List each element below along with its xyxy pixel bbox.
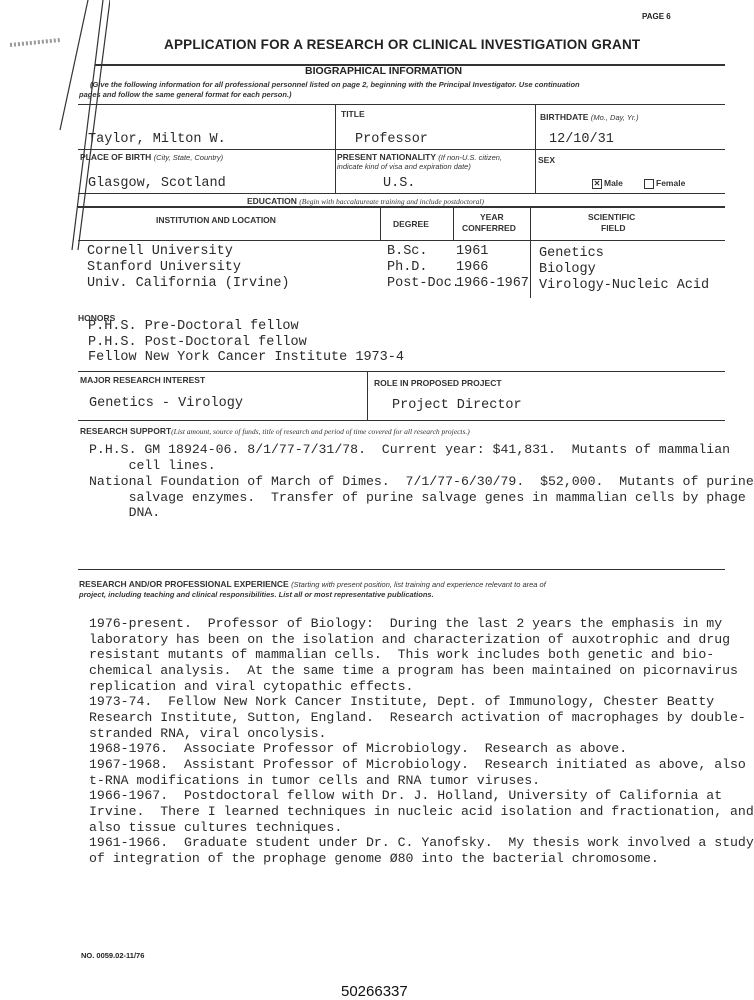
research-support-item: P.H.S. GM 18924-06. 8/1/77-7/31/78. Current year: $41,831. Mutants of mammalian cell lines. <box>89 442 731 473</box>
research-support-label: RESEARCH SUPPORT <box>80 426 172 436</box>
major-interest-value: Genetics - Virology <box>89 396 243 411</box>
role-label: ROLE IN PROPOSED PROJECT <box>374 378 502 388</box>
education-header-field: FIELD <box>601 223 626 233</box>
document-id: 50266337 <box>341 983 408 1000</box>
experience-label: RESEARCH AND/OR PROFESSIONAL EXPERIENCE <box>79 579 289 589</box>
place-of-birth-label: PLACE OF BIRTH <box>80 152 152 162</box>
instructions-2: pages and follow the same general format for each person.) <box>79 90 292 99</box>
name-value: Taylor, Milton W. <box>88 132 226 147</box>
place-of-birth-note: (City, State, Country) <box>153 153 224 162</box>
education-label: EDUCATION <box>247 196 297 206</box>
education-header-scientific: SCIENTIFIC <box>588 212 636 222</box>
form-number: NO. 0059.02-11/76 <box>81 951 145 960</box>
place-of-birth-value: Glasgow, Scotland <box>88 176 226 191</box>
education-header-degree: DEGREE <box>393 219 429 229</box>
empty-checkbox-icon[interactable] <box>644 179 654 189</box>
research-support-note: (List amount, source of funds, title of research and period of time covered for all research projects.) <box>171 427 470 436</box>
role-value: Project Director <box>392 398 522 413</box>
experience-note: (Starting with present position, list training and experience relevant to area of <box>291 580 546 589</box>
nationality-value: U.S. <box>383 176 416 191</box>
nationality-label: PRESENT NATIONALITY <box>337 152 436 162</box>
instructions: (Give the following information for all professional personnel listed on page 2, beginning with the Principal Investigator. Use continuation <box>90 80 580 89</box>
experience-text: 1976-present. Professor of Biology: During the last 2 years the emphasis in my laboratory has been on the isolation and characterization of auxotrophic and drug resistant mutants of mammalian cells. This work includes both genetic and bio- chemical analysis. At the same time a program has been maintained on picornavirus replication and viral cytopathic effects. 1973-74. Fellow New Nork Cancer Institute, Dept. of Immunology, Chester Beatty Research Institute, Sutton, England. Research activation of macrophages by double- stranded RNA, viral oncolysis. 1968-1976. Associate Professor of Microbiology. Research as above. 1967-1968. Assistant Professor of Microbiology. Research initiated as above, also t-RNA modifications in tumor cells and RNA tumor viruses. 1966-1967. Postdoctoral fellow with Dr. J. Holland, University of California at Irvine. There I learned techniques in nucleic acid isolation and fractionation, and also tissue cultures techniques. 1961-1966. Graduate student under Dr. C. Yanofsky. My thesis work involved a study of integration of the prophage genome Ø80 into the bacterial chromosome. <box>89 616 754 866</box>
sex-female-option[interactable]: Female <box>644 178 685 189</box>
nationality-note: (If non-U.S. citizen, <box>438 153 503 162</box>
education-note: (Begin with baccalaureate training and include postdoctoral) <box>299 197 484 206</box>
nationality-note-2: indicate kind of visa and expiration date) <box>337 162 471 171</box>
education-degrees: B.Sc. Ph.D. Post-Doc. <box>387 244 460 291</box>
education-years: 1961 1966 1966-1967 <box>456 244 529 291</box>
page-number: PAGE 6 <box>642 12 671 21</box>
birthdate-label: BIRTHDATE <box>540 112 589 122</box>
honors-label: HONORS <box>78 313 116 323</box>
education-header-conferred: CONFERRED <box>462 223 516 233</box>
experience-note-2: project, including teaching and clinical responsibilities. List all or most representative publications. <box>79 590 434 599</box>
birthdate-note: (Mo., Day, Yr.) <box>590 113 639 122</box>
checked-checkbox-icon[interactable]: ✕ <box>593 178 601 188</box>
education-header-institution: INSTITUTION AND LOCATION <box>156 215 276 225</box>
major-interest-label: MAJOR RESEARCH INTEREST <box>80 375 206 385</box>
honors-list: P.H.S. Pre-Doctoral fellow P.H.S. Post-Doctoral fellow Fellow New York Cancer Institute 1973-4 <box>88 319 404 365</box>
form-title: APPLICATION FOR A RESEARCH OR CLINICAL INVESTIGATION GRANT <box>164 37 641 52</box>
birthdate-value: 12/10/31 <box>549 132 614 147</box>
education-row: Cornell University Stanford University Univ. California (Irvine) <box>87 244 290 291</box>
sex-male-option[interactable]: ✕ Male <box>593 178 623 188</box>
section-title: BIOGRAPHICAL INFORMATION <box>305 65 463 77</box>
research-support-item: National Foundation of March of Dimes. 7/1/77-6/30/79. $52,000. Mutants of purine salvage enzymes. Transfer of purine salvage genes in mammalian cells by phage DNA. <box>89 474 754 520</box>
sex-label: SEX <box>538 155 556 165</box>
title-value: Professor <box>355 132 428 147</box>
education-header-year: YEAR <box>480 212 504 222</box>
education-fields: Genetics Biology Virology-Nucleic Acid <box>539 246 710 293</box>
title-label: TITLE <box>341 109 365 119</box>
